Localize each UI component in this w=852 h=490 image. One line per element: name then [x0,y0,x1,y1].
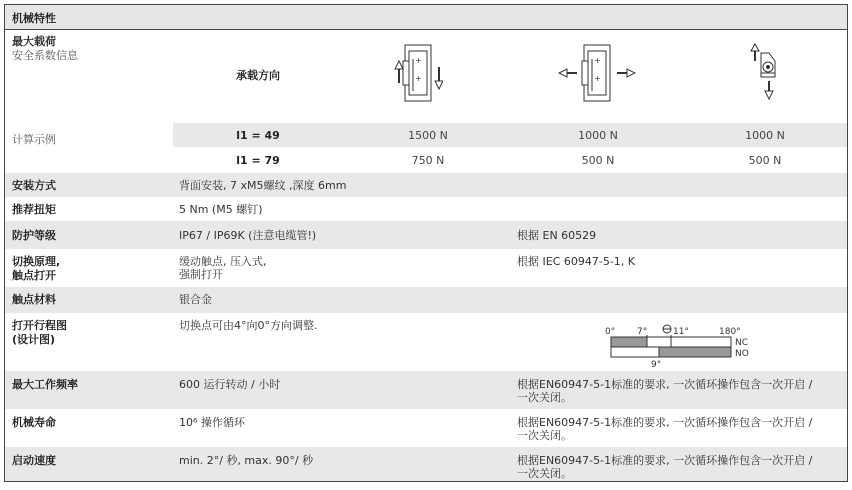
calc-row-1 [5,123,847,147]
spec-standard: 根据 IEC 60947-5-1, K [517,255,636,268]
spec-value: min. 2°/ 秒, max. 90°/ 秒 [179,454,314,467]
spec-label: 打开行程图 (设计图) [12,319,67,346]
vertical-load-diagram [393,41,443,107]
spec-standard: 根据EN60947-5-1标准的要求, 一次循环操作包含一次开启 / 一次关闭。 [517,378,813,404]
actuator-load-diagram [749,43,785,105]
spec-value: 银合金 [179,293,212,306]
load-value: 1000 N [578,129,618,142]
load-value: 500 N [581,154,615,167]
spec-row [5,313,847,371]
section-header [5,5,847,30]
spec-row [5,409,847,447]
spec-label: 触点材料 [12,293,56,306]
spec-value: 背面安装, 7 xM5螺纹 ,深度 6mm [179,179,347,192]
tick-180: 180° [719,327,741,337]
svg-text:+: + [415,74,422,83]
spec-row [5,287,847,313]
spec-value: 切换点可由4°向0°方向调整. [179,319,318,332]
spec-label: 机械寿命 [12,416,56,429]
travel-diagram [601,321,761,371]
spec-standard: 根据EN60947-5-1标准的要求, 一次循环操作包含一次开启 / 一次关闭。 [517,454,813,480]
spec-standard: 根据 EN 60529 [517,229,597,242]
spec-row [5,371,847,409]
spec-row [5,221,847,249]
max-load-label: 最大载荷 [12,35,56,48]
spec-label: 切换原理, 触点打开 [12,255,61,282]
nc-label: NC [735,338,749,348]
l1-value: l1 = 79 [236,154,280,167]
load-value: 1000 N [745,129,785,142]
svg-text:+: + [415,56,422,65]
svg-text:+: + [594,56,601,65]
spec-row [5,249,847,287]
spec-value: 缓动触点, 压入式, 强制打开 [179,255,267,281]
spec-value: 5 Nm (M5 螺钉) [179,203,263,216]
load-direction-label: 承载方向 [236,69,280,82]
load-value: 750 N [411,154,445,167]
spec-label: 启动速度 [12,454,56,467]
safety-info-label: 安全系数信息 [12,49,78,62]
spec-label: 防护等级 [12,229,56,242]
calc-row-2 [5,147,847,173]
spec-label: 推荐扭矩 [12,203,56,216]
l1-value: l1 = 49 [236,129,280,142]
spec-row [5,197,847,221]
tick-11: 11° [673,327,689,337]
spec-value: 10⁶ 操作循环 [179,416,245,429]
spec-row [5,447,847,481]
spec-label: 安装方式 [12,179,56,192]
horizontal-load-diagram [557,41,637,107]
tick-0: 0° [605,327,616,337]
mechanical-properties-table [4,4,848,482]
load-value: 500 N [748,154,782,167]
spec-label: 最大工作频率 [12,378,78,391]
spec-value: 600 运行转动 / 小时 [179,378,281,391]
tick-7: 7° [637,327,648,337]
svg-text:+: + [594,74,601,83]
section-title: 机械特性 [12,12,56,25]
load-value: 1500 N [408,129,448,142]
spec-value: IP67 / IP69K (注意电缆管!) [179,229,317,242]
no-label: NO [735,349,749,359]
max-load-row [5,29,847,123]
spec-standard: 根据EN60947-5-1标准的要求, 一次循环操作包含一次开启 / 一次关闭。 [517,416,813,442]
tick-9: 9° [651,360,662,370]
spec-row [5,173,847,197]
calc-example-label: 计算示例 [12,133,56,146]
